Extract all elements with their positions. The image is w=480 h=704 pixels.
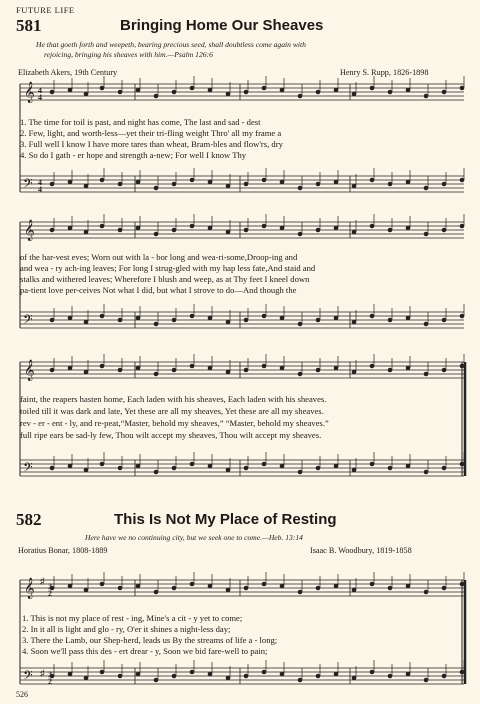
verse-line: of the har-vest eves; Worn out with la - bor long and wea-ri-some,Droop-ing and [20, 252, 298, 262]
svg-text:♯: ♯ [40, 668, 45, 678]
hymn-number: 582 [16, 510, 42, 529]
svg-text:2: 2 [48, 589, 52, 598]
svg-text:4: 4 [38, 178, 42, 187]
verse-line: toiled till it was dark and late, Yet these are all my sheaves, Yet these are all my sheaves. [20, 406, 324, 416]
svg-text:3: 3 [48, 670, 52, 679]
hymn-author: Elizabeth Akers, 19th Century [18, 68, 118, 77]
verse-line: and wea - ry ach-ing leaves; For long I strug-gled with my hap less fate,And staid and [20, 263, 316, 273]
svg-text:𝄢: 𝄢 [23, 460, 33, 478]
verse-line: pa-tient love per-ceives Not what I did, but what I strove to do—And though the [20, 285, 297, 295]
svg-text:2: 2 [48, 677, 52, 686]
verse-line: 1. This is not my place of rest - ing, Mine's a cit - y yet to come; [22, 613, 243, 623]
svg-text:3: 3 [48, 582, 52, 591]
hymn-title: This Is Not My Place of Resting [114, 511, 337, 528]
hymn-number: 581 [16, 16, 42, 35]
svg-text:𝄞: 𝄞 [24, 360, 35, 381]
verse-line: 1. The time for toil is past, and night has come, The last and sad - dest [20, 117, 261, 127]
svg-text:𝄢: 𝄢 [23, 668, 33, 686]
verse-line: full ripe ears be sad-ly few, Thou wilt accept my sheaves, Thou wilt accept my sheaves. [20, 430, 322, 440]
svg-text:𝄢: 𝄢 [23, 176, 33, 194]
svg-text:𝄞: 𝄞 [24, 578, 35, 599]
hymn-epigraph: rejoicing, bringing his sheaves with him.—Psalm 126:6 [44, 50, 213, 59]
verse-line: 3. There the Lamb, our Shep-herd, leads us By the streams of life a - long; [22, 635, 278, 645]
verse-line: faint, the reapers hasten home, Each laden with his sheaves, Each laden with his sheaves. [20, 394, 327, 404]
verse-line: stalks and withered leaves; Wherefore I blush and weep, as at Thy feet I kneel down [20, 274, 310, 284]
svg-text:𝄞: 𝄞 [24, 220, 35, 241]
verse-line: 2. Few, light, and worth-less—yet their tri-fling weight Thro' all my frame a [20, 128, 282, 138]
verse-line: 4. So do I gath - er hope and strength a-new; For well I know Thy [20, 150, 247, 160]
hymn-composer: Henry S. Rupp, 1826-1898 [340, 68, 429, 77]
svg-text:♯: ♯ [40, 576, 45, 586]
hymn-title: Bringing Home Our Sheaves [120, 17, 324, 34]
verse-line: 2. In it all is light and glo - ry, O'er it shines a night-less day; [22, 624, 231, 634]
verse-line: 4. Soon we'll pass this des - ert drear - y, Soon we bid fare-well to pain; [22, 646, 268, 656]
svg-text:4: 4 [38, 93, 42, 102]
hymn-composer: Isaac B. Woodbury, 1819-1858 [310, 546, 412, 555]
svg-text:𝄞: 𝄞 [24, 82, 35, 103]
verse-line: 3. Full well I know I have more tares than wheat, Bram-bles and flow'rs, dry [20, 139, 283, 149]
svg-text:4: 4 [38, 86, 42, 95]
page-number: 526 [16, 690, 28, 699]
section-heading: FUTURE LIFE [16, 5, 75, 15]
hymn-author: Horatius Bonar, 1808-1889 [18, 546, 108, 555]
verse-line: rev - er - ent - ly, and re-peat,“Master, behold my sheaves,” “Master, behold my sheaves.” [20, 418, 329, 428]
svg-text:4: 4 [38, 185, 42, 194]
svg-text:𝄢: 𝄢 [23, 312, 33, 330]
hymn-epigraph: Here have we no continuing city, but we seek one to come.—Heb. 13:14 [85, 533, 303, 542]
hymn-epigraph: He that goeth forth and weepeth, bearing precious seed, shall doubtless come again with [36, 40, 306, 49]
